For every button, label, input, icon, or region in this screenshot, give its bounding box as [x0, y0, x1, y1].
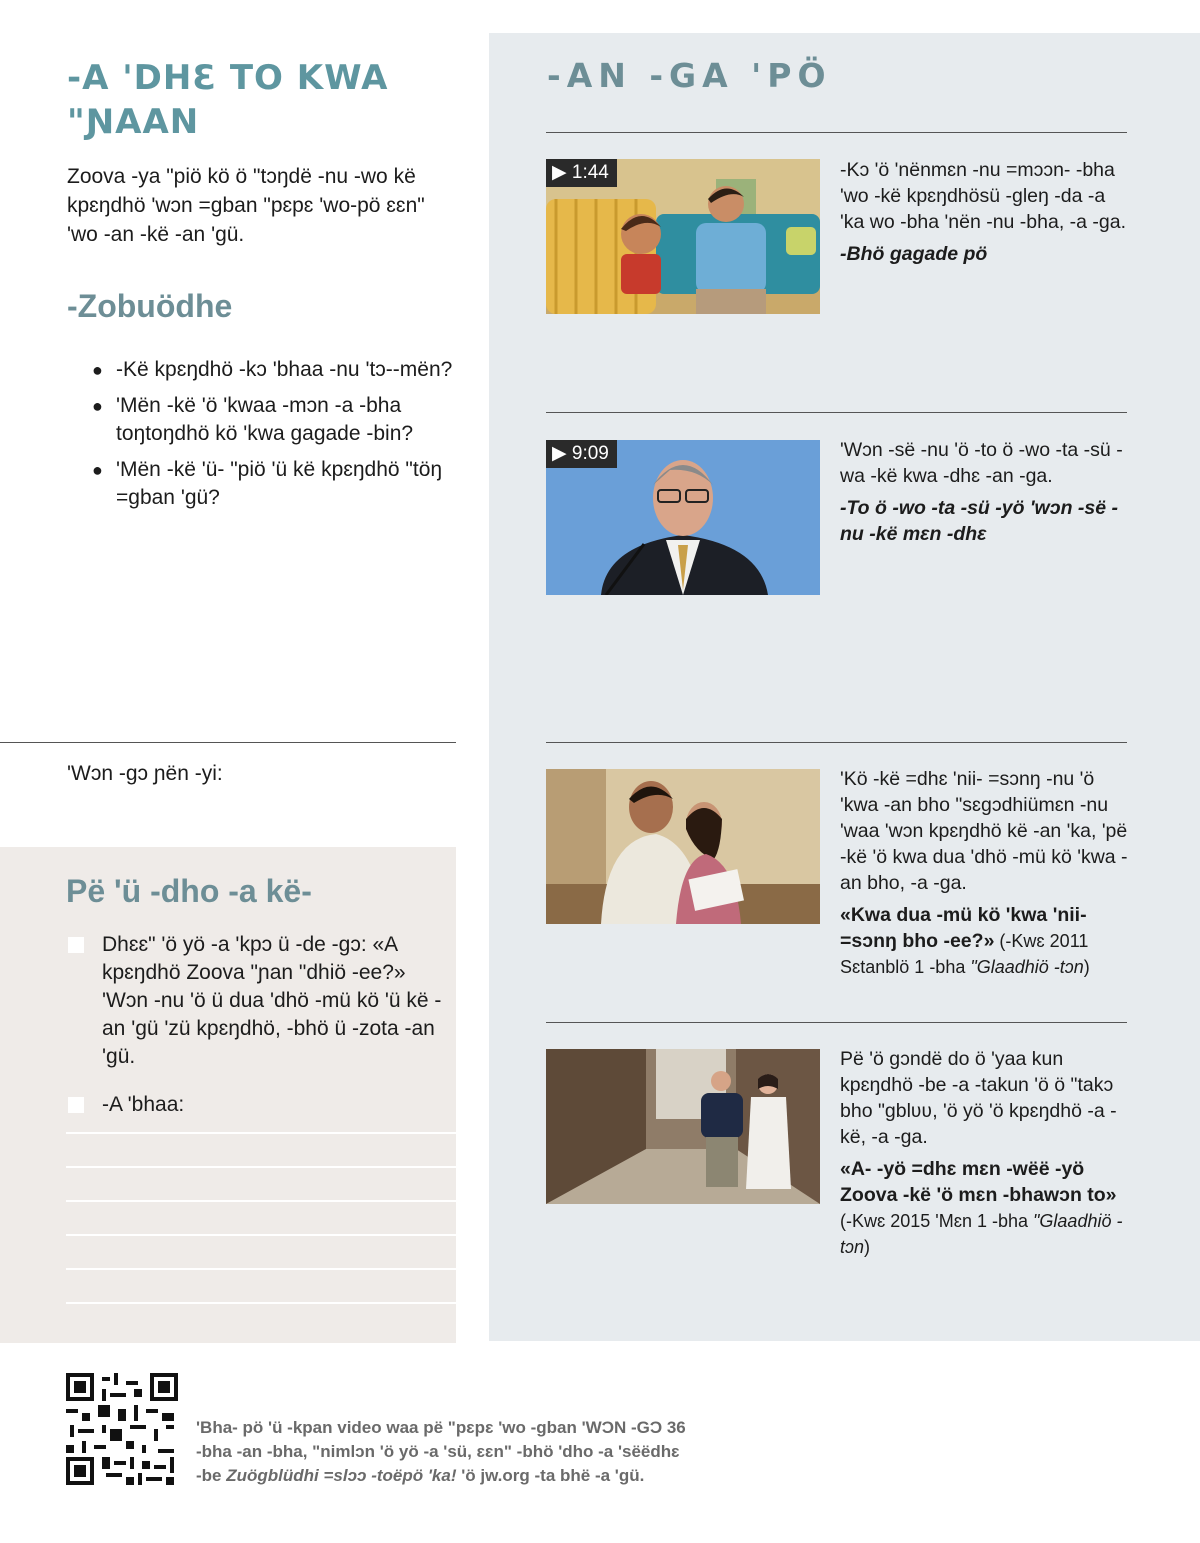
video-description — [840, 437, 1130, 553]
article-summary: 'Kö -kë =dhɛ 'nii- =sɔnŋ -nu 'ö 'kwa -an bho "sɛgɔdhiümɛn -nu 'waa 'wɔn kpɛŋdhö kë -an 'ka, 'pë -kë 'ö kwa dua 'dhö -mü kö 'kwa -an bho, -a -ga. — [840, 768, 1128, 894]
app-name: Zuögblüdhi =slɔɔ -toëpö 'ka! — [226, 1466, 457, 1485]
divider — [546, 742, 1127, 743]
article-citation: «Kwa dua -mü kö 'kwa 'nii- =sɔnŋ bho -ee?» (-Kwɛ 2011 Sɛtanblö 1 -bha "Glaadhiö -tɔn) — [840, 904, 1090, 977]
question-text: 'Mën -kë 'ö 'kwaa -mɔn -a -bha toŋtoŋdhö kö 'kwa gagade -bin? — [116, 394, 414, 445]
qr-code-icon[interactable] — [66, 1373, 178, 1485]
goal-checkbox[interactable] — [68, 1097, 84, 1113]
questions-heading: -Zobuödhe — [67, 288, 233, 324]
read-label: 'Wɔn -gɔ ɲën -yi: — [67, 762, 223, 785]
questions-list — [90, 356, 460, 520]
video-duration-badge: ▶ 9:09 — [546, 440, 617, 468]
video-thumbnail-speaker[interactable] — [546, 440, 820, 595]
video-summary: -Kɔ 'ö 'nënmɛn -nu =mɔɔn- -bha 'wo -kë kpɛŋdhösü -gleŋ -da -a 'ka wo -bha 'nën -nu -bha, -a -ga. — [840, 159, 1127, 233]
question-item — [90, 456, 460, 512]
footer-line: 'Bha- pö 'ü -kpan video waa pë "pɛpɛ 'wo -gban 'WƆN -GƆ 36 — [196, 1418, 686, 1437]
writing-line[interactable] — [66, 1166, 456, 1168]
video-thumbnail-cartoon[interactable] — [546, 159, 820, 314]
article-image-couple-bills — [546, 769, 820, 924]
question-text: -Kë kpɛŋdhö -kɔ 'bhaa -nu 'tɔ--mën? — [116, 358, 453, 381]
article-description — [840, 1046, 1130, 1266]
goal-item-text: -A 'bhaa: — [102, 1093, 185, 1116]
article-summary: Pë 'ö gɔndë do ö 'yaa kun kpɛŋdhö -be -a -takun 'ö ö "takɔ bho "gblʋʋ, 'ö yö 'ö kpɛŋdhö -a -kë, -a -ga. — [840, 1048, 1117, 1148]
article-citation: «A- -yö =dhɛ mɛn -wëë -yö Zoova -kë 'ö mɛn -bhawɔn to» (-Kwɛ 2015 'Mɛn 1 -bha "Glaadhiö -tɔn) — [840, 1158, 1123, 1257]
writing-line[interactable] — [66, 1268, 456, 1270]
footer-line: -bha -an -bha, "nimlɔn 'ö yö -a 'sü, ɛɛn" -bhö 'dho -a 'sëëdhɛ — [196, 1442, 680, 1461]
writing-line[interactable] — [66, 1234, 456, 1236]
video-title[interactable]: -Bhö gagade pö — [840, 243, 988, 265]
goal-heading: Pë 'ü -dho -a kë- — [66, 873, 312, 909]
writing-line[interactable] — [66, 1132, 456, 1134]
question-text: 'Mën -kë 'ü- "piö 'ü kë kpɛŋdhö "töŋ =gban 'gü? — [116, 458, 443, 509]
question-item — [90, 356, 460, 384]
writing-line[interactable] — [66, 1302, 456, 1304]
question-item — [90, 392, 460, 448]
page-title: -A 'DHƐ TO KWA "ƝAAN — [67, 58, 389, 142]
article-image — [546, 769, 820, 924]
video-title[interactable]: -To ö -wo -ta -sü -yö 'wɔn -së -nu -kë mɛn -dhɛ — [840, 497, 1118, 545]
video-duration-badge: ▶ 1:44 — [546, 159, 617, 187]
article-title[interactable]: «A- -yö =dhɛ mɛn -wëë -yö Zoova -kë 'ö mɛn -bhawɔn to» — [840, 1158, 1117, 1206]
bullet-icon: ● — [92, 360, 103, 380]
article-image-couple-walking — [546, 1049, 820, 1204]
goal-checkbox[interactable] — [68, 937, 84, 953]
footer-line: -be Zuögblüdhi =slɔɔ -toëpö 'ka! 'ö jw.org -ta bhë -a 'gü. — [196, 1466, 645, 1485]
video-summary: 'Wɔn -së -nu 'ö -to ö -wo -ta -sü -wa -kë kwa -dhɛ -an -ga. — [840, 439, 1123, 487]
qr-code-image — [66, 1373, 178, 1485]
divider — [546, 412, 1127, 413]
divider — [546, 1022, 1127, 1023]
magazine-name: "Glaadhiö -tɔn — [840, 1211, 1123, 1257]
goal-item-text: Dhɛɛ" 'ö yö -a 'kpɔ ü -de -gɔ: «A kpɛŋdhö Zoova "ɲan "dhiö -ee?» 'Wɔn -nu 'ö ü dua 'dhö -mü kö 'ü kë -an 'gü 'zü kpɛŋdhö, -bhö ü -zota -an 'gü. — [102, 933, 442, 1068]
article-image — [546, 1049, 820, 1204]
intro-paragraph: Zoova -ya "piö kö ö "tɔŋdë -nu -wo kë kpɛŋdhö 'wɔn =gban "pɛpɛ 'wo-pö ɛɛn" 'wo -an -kë -an 'gü. — [67, 165, 425, 246]
bullet-icon: ● — [92, 460, 103, 480]
right-title: -AN -GA 'PÖ — [547, 56, 832, 95]
article-title[interactable]: «Kwa dua -mü kö 'kwa 'nii- =sɔnŋ bho -ee?» — [840, 904, 1087, 952]
divider — [0, 742, 456, 743]
divider — [546, 132, 1127, 133]
footer-text — [196, 1416, 716, 1488]
bullet-icon: ● — [92, 396, 103, 416]
video-description — [840, 157, 1130, 273]
magazine-name: "Glaadhiö -tɔn — [970, 957, 1084, 977]
writing-line[interactable] — [66, 1200, 456, 1202]
article-description — [840, 766, 1130, 986]
goal-box — [0, 847, 456, 1343]
